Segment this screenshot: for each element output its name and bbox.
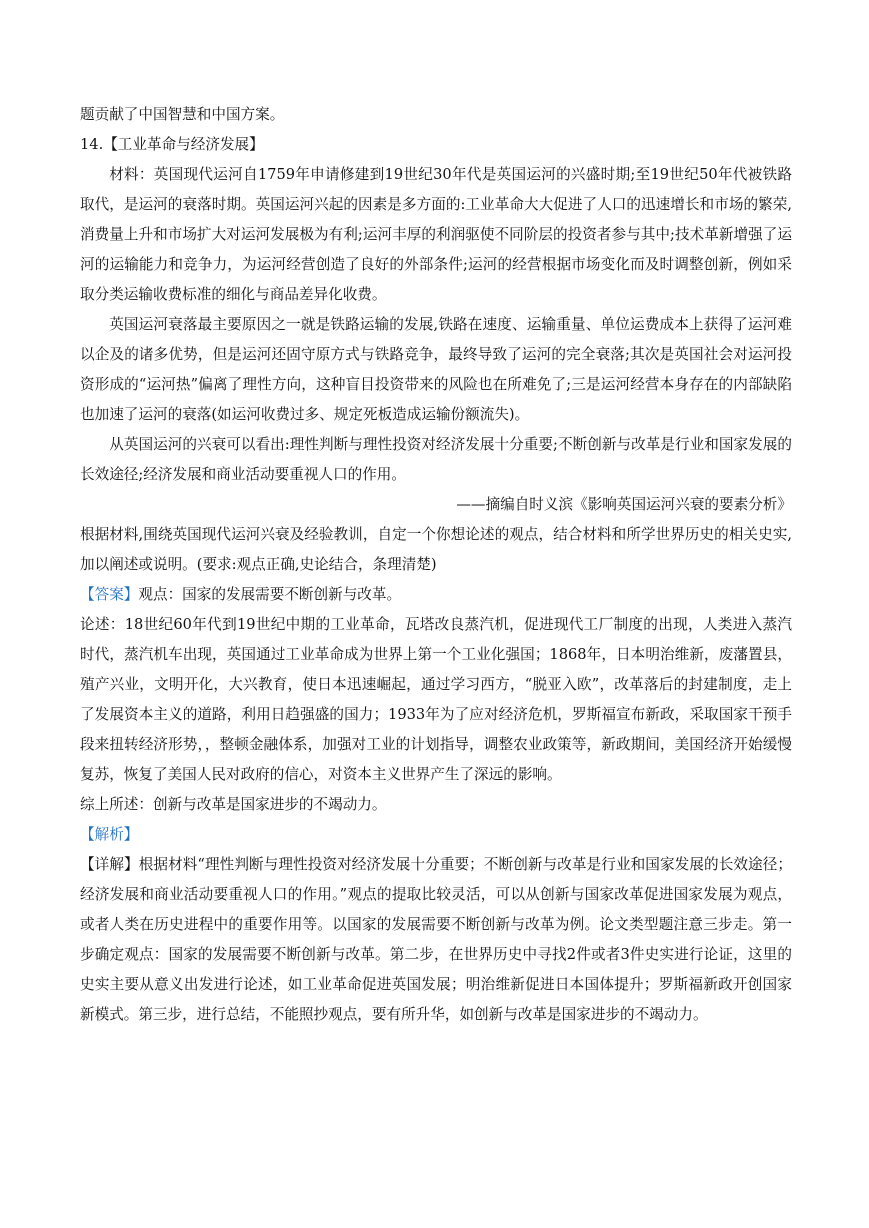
document-content bbox=[80, 100, 792, 1030]
answer-tag: 【答案】 bbox=[80, 586, 139, 603]
analysis-detail: 【详解】根据材料“理性判断与理性投资对经济发展十分重要；不断创新与改革是行业和国家发展的长效途径；经济发展和商业活动要重视人口的作用。”观点的提取比较灵活，可以从创新与国家改革促进国家发展为观点，或者人类在历史进程中的重要作用等。以国家的发展需要不断创新与改革为例。论文类型题注意三步走。第一步确定观点：国家的发展需要不断创新与改革。第二步，在世界历史中寻找2件或者3件史实进行论证，这里的史实主要从意义出发进行论述，如工业革命促进英国发展；明治维新促进日本国体提升；罗斯福新政开创国家新模式。第三步，进行总结，不能照抄观点，要有所升华，如创新与改革是国家进步的不竭动力。 bbox=[80, 856, 792, 1023]
answer-argument: 论述：18世纪60年代到19世纪中期的工业革命，瓦塔改良蒸汽机，促进现代工厂制度的出现，人类进入蒸汽时代，蒸汽机车出现，英国通过工业革命成为世界上第一个工业化强国；1868年，日本明治维新，废藩置县，殖产兴业，文明开化，大兴教育，使日本迅速崛起，通过学习西方，“脱亚入欧”，改革落后的封建制度，走上了发展资本主义的道路，利用日趋强盛的国力；1933年为了应对经济危机，罗斯福宣布新政，采取国家干预手段来扭转经济形势，，整顿金融体系，加强对工业的计划指导，调整农业政策等，新政期间，美国经济开始缓慢复苏，恢复了美国人民对政府的信心，对资本主义世界产生了深远的影响。 bbox=[80, 616, 792, 783]
material-paragraph-3: 从英国运河的兴衰可以看出:理性判断与理性投资对经济发展十分重要;不断创新与改革是行业和国家发展的长效途径;经济发展和商业活动要重视人口的作用。 bbox=[80, 436, 792, 483]
answer-line bbox=[80, 580, 792, 610]
material-paragraph-1: 材料：英国现代运河自1759年申请修建到19世纪30年代是英国运河的兴盛时期;至19世纪50年代被铁路取代，是运河的衰落时期。英国运河兴起的因素是多方面的:工业革命大大促进了人口的迅速增长和市场的繁荣,消费量上升和市场扩大对运河发展极为有利;运河丰厚的利润驱使不同阶层的投资者参与其中;技术革新增强了运河的运输能力和竞争力，为运河经营创造了良好的外部条件;运河的经营根据市场变化而及时调整创新，例如采取分类运输收费标准的细化与商品差异化收费。 bbox=[80, 166, 792, 303]
intro-tail: 题贡献了中国智慧和中国方案。 bbox=[80, 106, 285, 123]
material-paragraph-2: 英国运河衰落最主要原因之一就是铁路运输的发展,铁路在速度、运输重量、单位运费成本上获得了运河难以企及的诸多优势，但是运河还固守原方式与铁路竞争，最终导致了运河的完全衰落;其次是英国社会对运河投资形成的“运河热”偏离了理性方向，这种盲目投资带来的风险也在所难免了;三是运河经营本身存在的内部缺陷也加速了运河的衰落(如运河收费过多、规定死板造成运输份额流失)。 bbox=[80, 316, 792, 423]
answer-summary: 综上所述：创新与改革是国家进步的不竭动力。 bbox=[80, 796, 387, 813]
question-14-title: 14.【工业革命与经济发展】 bbox=[80, 136, 264, 153]
question-prompt: 根据材料,围绕英国现代运河兴衰及经验教训，自定一个你想论述的观点，结合材料和所学世界历史的相关史实,加以阐述或说明。(要求:观点正确,史论结合，条理清楚) bbox=[80, 526, 792, 573]
material-source: ——摘编自时义滨《影响英国运河兴衰的要素分析》 bbox=[456, 496, 792, 513]
answer-view: 观点：国家的发展需要不断创新与改革。 bbox=[138, 586, 402, 603]
analysis-line bbox=[80, 820, 792, 850]
analysis-tag: 【解析】 bbox=[80, 826, 139, 843]
